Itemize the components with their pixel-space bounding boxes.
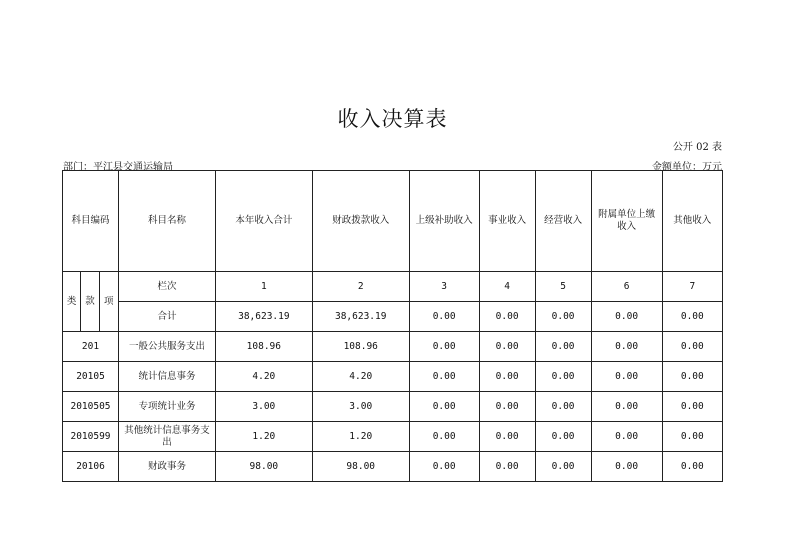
header-col-5: 经营收入 [535, 171, 591, 272]
table-row [63, 392, 723, 422]
table-row [63, 362, 723, 392]
lanci-label: 栏次 [119, 272, 216, 302]
header-col-2: 财政拨款收入 [312, 171, 409, 272]
income-table [62, 170, 723, 482]
row-cell: 0.00 [409, 332, 479, 362]
total-cell: 0.00 [479, 302, 535, 332]
total-row [63, 302, 723, 332]
total-cell: 38,623.19 [215, 302, 312, 332]
row-cell: 0.00 [409, 422, 479, 452]
row-cell: 0.00 [591, 392, 662, 422]
row-name: 专项统计业务 [119, 392, 216, 422]
row-cell: 0.00 [409, 362, 479, 392]
row-cell: 0.00 [535, 422, 591, 452]
header-kuan: 款 [81, 272, 99, 332]
row-code: 2010599 [63, 422, 119, 452]
row-cell: 0.00 [479, 362, 535, 392]
row-cell: 0.00 [479, 422, 535, 452]
page-title: 收入决算表 [337, 107, 448, 131]
amount-unit-label: 金额单位：万元 [652, 162, 722, 173]
header-col-6: 附属单位上缴收入 [591, 171, 662, 272]
row-cell: 0.00 [535, 362, 591, 392]
header-xiang: 项 [99, 272, 118, 332]
header-lei: 类 [63, 272, 81, 332]
lanci-cell: 3 [409, 272, 479, 302]
header-col-4: 事业收入 [479, 171, 535, 272]
row-cell: 0.00 [662, 362, 722, 392]
row-code: 20106 [63, 452, 119, 482]
row-cell: 0.00 [591, 452, 662, 482]
table-row [63, 332, 723, 362]
row-cell: 0.00 [535, 392, 591, 422]
header-subject-name: 科目名称 [119, 171, 216, 272]
row-cell: 3.00 [312, 392, 409, 422]
row-cell: 4.20 [215, 362, 312, 392]
header-subject-code: 科目编码 [63, 171, 119, 272]
row-cell: 0.00 [409, 392, 479, 422]
lanci-cell: 7 [662, 272, 722, 302]
row-code: 20105 [63, 362, 119, 392]
row-cell: 0.00 [591, 422, 662, 452]
row-cell: 1.20 [312, 422, 409, 452]
total-cell: 0.00 [662, 302, 722, 332]
row-cell: 0.00 [535, 332, 591, 362]
form-code: 公开 02 表 [672, 142, 722, 153]
row-cell: 98.00 [312, 452, 409, 482]
total-cell: 0.00 [591, 302, 662, 332]
row-cell: 0.00 [662, 452, 722, 482]
row-cell: 0.00 [662, 332, 722, 362]
row-code: 2010505 [63, 392, 119, 422]
header-col-7: 其他收入 [662, 171, 722, 272]
row-cell: 0.00 [591, 362, 662, 392]
lanci-cell: 4 [479, 272, 535, 302]
row-cell: 108.96 [215, 332, 312, 362]
lanci-cell: 6 [591, 272, 662, 302]
row-cell: 0.00 [662, 392, 722, 422]
lanci-row [63, 272, 723, 302]
lanci-cell: 5 [535, 272, 591, 302]
row-cell: 0.00 [591, 332, 662, 362]
total-cell: 0.00 [535, 302, 591, 332]
row-cell: 0.00 [662, 422, 722, 452]
header-row [63, 171, 723, 272]
row-name: 统计信息事务 [119, 362, 216, 392]
row-name: 其他统计信息事务支出 [119, 422, 216, 452]
row-cell: 98.00 [215, 452, 312, 482]
table-row [63, 452, 723, 482]
row-cell: 1.20 [215, 422, 312, 452]
row-cell: 0.00 [479, 332, 535, 362]
row-name: 一般公共服务支出 [119, 332, 216, 362]
department-label: 部门：平江县交通运输局 [63, 162, 173, 173]
row-cell: 0.00 [409, 452, 479, 482]
total-cell: 38,623.19 [312, 302, 409, 332]
row-cell: 0.00 [479, 452, 535, 482]
header-col-3: 上级补助收入 [409, 171, 479, 272]
row-cell: 0.00 [535, 452, 591, 482]
total-cell: 0.00 [409, 302, 479, 332]
row-code: 201 [63, 332, 119, 362]
row-cell: 0.00 [479, 392, 535, 422]
table-row [63, 422, 723, 452]
header-col-1: 本年收入合计 [215, 171, 312, 272]
lanci-cell: 2 [312, 272, 409, 302]
lanci-cell: 1 [215, 272, 312, 302]
total-label: 合计 [119, 302, 216, 332]
row-cell: 4.20 [312, 362, 409, 392]
row-cell: 3.00 [215, 392, 312, 422]
row-cell: 108.96 [312, 332, 409, 362]
row-name: 财政事务 [119, 452, 216, 482]
